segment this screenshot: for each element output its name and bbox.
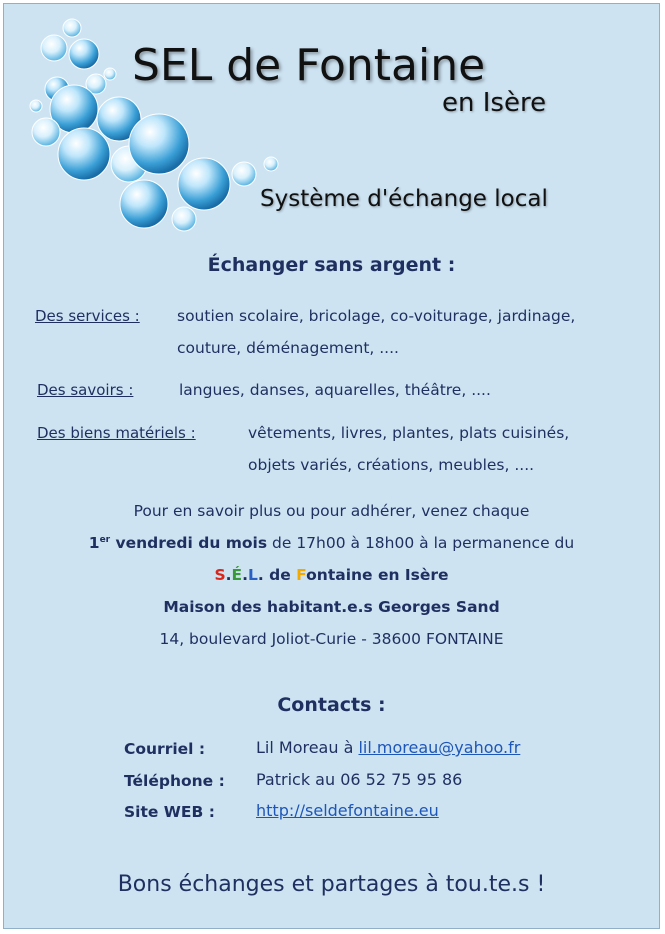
category-label-biens: Des biens matériels : <box>37 424 196 442</box>
info-address: 14, boulevard Joliot-Curie - 38600 FONTAINE <box>159 630 504 648</box>
web-value <box>256 801 439 820</box>
info-line-schedule <box>4 534 659 552</box>
org-acronym-letter: É <box>231 566 243 584</box>
tagline: Système d'échange local <box>260 186 548 212</box>
org-initial-f: F <box>296 566 307 584</box>
day-superscript: er <box>99 534 111 545</box>
category-label-savoirs: Des savoirs : <box>37 381 134 399</box>
org-acronym <box>214 566 263 584</box>
email-value <box>256 738 520 757</box>
schedule-day <box>89 534 267 552</box>
info-place: Maison des habitant.e.s Georges Sand <box>163 598 500 616</box>
email-prefix: Lil Moreau à <box>256 738 359 757</box>
exchange-heading: Échanger sans argent : <box>207 254 456 276</box>
savoirs-line-1: langues, danses, aquarelles, théâtre, .... <box>179 381 491 399</box>
phone-value: Patrick au 06 52 75 95 86 <box>256 770 463 789</box>
info-line-1: Pour en savoir plus ou pour adhérer, venez chaque <box>133 502 530 520</box>
flyer-page <box>3 3 660 929</box>
org-de: de <box>263 566 297 584</box>
org-acronym-letter: S <box>214 566 226 584</box>
services-line-1: soutien scolaire, bricolage, co-voiturage, jardinage, <box>177 307 576 325</box>
category-label-services: Des services : <box>35 307 140 325</box>
day-number: 1 <box>88 534 100 552</box>
org-acronym-letter: . <box>242 566 248 584</box>
closing-message: Bons échanges et partages à tou.te.s ! <box>117 872 546 897</box>
web-link[interactable]: http://seldefontaine.eu <box>256 801 439 820</box>
services-line-2: couture, déménagement, .... <box>177 339 399 357</box>
info-org-name <box>4 566 659 584</box>
email-label: Courriel : <box>124 740 206 758</box>
page-subtitle: en Isère <box>442 88 547 118</box>
schedule-time: de 17h00 à 18h00 à la permanence du <box>267 534 575 552</box>
contacts-heading: Contacts : <box>277 694 386 716</box>
biens-line-2: objets variés, créations, meubles, .... <box>248 456 535 474</box>
category-items-savoirs <box>179 374 491 406</box>
org-acronym-letter: . <box>257 566 264 584</box>
category-items-biens <box>248 417 569 481</box>
org-acronym-letter: . <box>225 566 232 584</box>
biens-line-1: vêtements, livres, plantes, plats cuisinés, <box>248 424 570 442</box>
org-rest: ontaine en Isère <box>306 566 449 584</box>
email-link[interactable]: lil.moreau@yahoo.fr <box>358 738 521 757</box>
page-title: SEL de Fontaine <box>132 40 486 91</box>
org-acronym-letter: L <box>247 566 258 584</box>
day-text: vendredi du mois <box>110 534 268 552</box>
phone-label: Téléphone : <box>124 772 225 790</box>
category-items-services <box>177 300 575 364</box>
web-label: Site WEB : <box>124 803 215 821</box>
